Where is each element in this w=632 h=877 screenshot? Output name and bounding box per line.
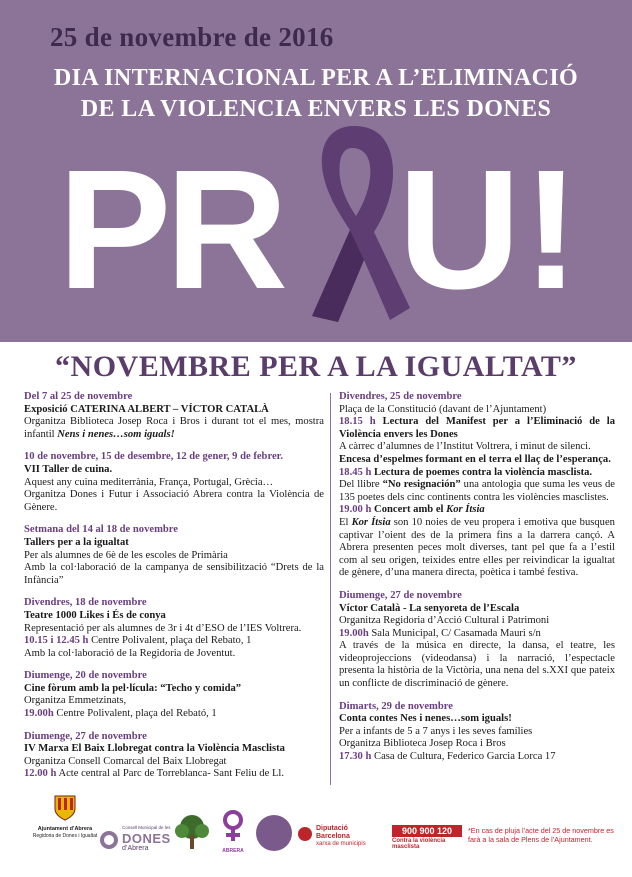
- event-date: 10 de novembre, 15 de desembre, 12 de gener, 9 de febrer.: [24, 451, 284, 463]
- diputacio-icon: [298, 827, 312, 841]
- event-collaboration: Amb la col·laboració de la campanya de sensibilització “Drets de la Infància”: [24, 562, 324, 586]
- dones-futur-logo: [216, 809, 250, 854]
- purple-ribbon-icon: [292, 120, 412, 325]
- right-column: [339, 391, 615, 774]
- association-logo: [256, 815, 292, 851]
- event-description: El Kor Ítsia son 10 noies de veu propera i emotiva que busquen captivar l’oient des de la primera fins a la darrera cançó. A Abrera presenten peces molt diverses, tant pel que fa a l’estil com al seu origen, teixides entre elles per reivindicar la igualtat de gènere, d’una manera directa, poètica i també festiva.: [339, 516, 615, 579]
- event-item: [24, 731, 324, 781]
- event-time-place: 19.00h Sala Municipal, C/ Casamada Mauri s/n: [339, 627, 541, 639]
- helpline-phone: 900 900 120: [392, 825, 462, 837]
- event-time-place: 10.15 i 12.45 h Centre Polivalent, plaça del Rebato, 1: [24, 635, 252, 647]
- event-date: Diumenge, 20 de novembre: [24, 670, 147, 682]
- event-date: Del 7 al 25 de novembre: [24, 391, 133, 402]
- event-title: IV Marxa El Baix Llobregat contra la Violència Masclista: [24, 743, 285, 755]
- event-organizer: Organitza Biblioteca Josep Roca i Bros: [339, 738, 506, 750]
- event-time-place: 17.30 h Casa de Cultura, Federico Garcia Lorca 17: [339, 751, 556, 763]
- event-place: Plaça de la Constitució (davant de l’Ajuntament): [339, 403, 547, 415]
- event-date: 25 de novembre de 2016: [50, 22, 334, 52]
- helpline-line2: masclista: [392, 844, 420, 850]
- event-date: Diumenge, 27 de novembre: [24, 730, 147, 742]
- prou-text-right: U!: [398, 135, 582, 325]
- headline-line2: DE LA VIOLENCIA ENVERS LES DONES: [80, 96, 552, 122]
- event-date: Diumenge, 27 de novembre: [339, 589, 462, 601]
- ajuntament-department: Regidoria de Dones i Igualtat: [32, 833, 98, 839]
- event-date: Setmana del 14 al 18 de novembre: [24, 524, 178, 536]
- ajuntament-name: Ajuntament d’Abrera: [37, 826, 93, 832]
- event-title: Tallers per a la igualtat: [24, 536, 129, 548]
- event-title: Cine fòrum amb la pel·lícula: “Techo y comida”: [24, 682, 242, 694]
- event-title: 19.00 h Concert amb el Kor Ítsia: [339, 504, 485, 516]
- event-description: A través de la música en directe, la dansa, el teatre, les videoprojeccions (videodansa) i la narració, l’espectacle presenta la història de la Victòria, una nena del s.XXI que pateix un conflicte de discriminació de gènere.: [339, 640, 615, 690]
- event-organizer: Organitza Emmetzinats,: [24, 695, 127, 707]
- prou-text-left: PR: [58, 135, 283, 325]
- event-item: [24, 451, 324, 514]
- helpline-logo: [392, 825, 462, 850]
- dones-big-label: DONES: [122, 831, 171, 846]
- program-subtitle: “NOVEMBRE PER A LA IGUALTAT”: [55, 350, 577, 383]
- event-item: [339, 590, 615, 691]
- diputacio-line2: Barcelona: [316, 833, 350, 840]
- diputacio-line1: Diputació: [316, 825, 348, 832]
- left-column: [24, 391, 324, 791]
- event-title: Conta contes Nes i nenes…som iguals!: [339, 713, 512, 725]
- ajuntament-logo: [30, 795, 100, 839]
- diputacio-line3: xarxa de municipis: [316, 841, 366, 847]
- event-collaboration: Amb la col·laboració de la Regidoria de Joventut.: [24, 647, 236, 659]
- event-item: [24, 391, 324, 441]
- dones-sub-label: d’Abrera: [122, 845, 149, 852]
- rain-note: *En cas de pluja l’acte del 25 de novembre es farà a la sala de Plens de l’Ajuntament.: [468, 826, 614, 844]
- female-symbol-icon: [220, 809, 246, 843]
- event-description: Representació per als alumnes de 3r i 4t d’ESO de l’IES Voltrera.: [24, 622, 302, 634]
- header-banner: [0, 0, 632, 342]
- event-organizer: Organitza Consell Comarcal del Baix Llobregat: [24, 755, 227, 767]
- event-item: [24, 670, 324, 720]
- event-title: Encesa d’espelmes formant en el terra el llaç de l’esperança.: [339, 453, 611, 465]
- event-time-place: 19.00h Centre Polivalent, plaça del Rebató, 1: [24, 708, 217, 720]
- event-title: Teatre 1000 Likes i És de conya: [24, 609, 166, 621]
- column-divider: [330, 393, 331, 785]
- event-description: A càrrec d’alumnes de l’Institut Voltrera, i minut de silenci.: [339, 441, 591, 453]
- event-description: Aquest any cuina mediterrània, França, Portugal, Grècia…: [24, 476, 274, 488]
- event-title: VII Taller de cuina.: [24, 463, 113, 475]
- event-title: 18.45 h Lectura de poemes contra la violència masclista.: [339, 466, 593, 478]
- headline-line1: DIA INTERNACIONAL PER A L’ELIMINACIÓ: [53, 65, 579, 91]
- coat-of-arms-icon: [54, 795, 76, 821]
- event-organizer: Organitza Regidoria d’Acció Cultural i Patrimoni: [339, 615, 550, 627]
- event-date: Dimarts, 29 de novembre: [339, 700, 453, 712]
- event-title: 18.15 h Lectura del Manifest per a l’Eliminació de la Violència envers les Dones: [339, 416, 615, 440]
- helpline-line1: Contra la violència: [392, 838, 446, 844]
- event-date: Divendres, 25 de novembre: [339, 391, 462, 402]
- event-item: [24, 524, 324, 587]
- dones-small-label: Consell Municipal de les: [122, 825, 171, 830]
- event-date: Divendres, 18 de novembre: [24, 597, 147, 609]
- event-title: Víctor Català - La senyoreta de l’Escala: [339, 602, 520, 614]
- abrera-label: ABRERA: [222, 848, 244, 854]
- event-item: [339, 391, 615, 580]
- event-organizer: Organitza Dones i Futur i Associació Abrera contra la Violència de Gènere.: [24, 489, 324, 513]
- event-item: [24, 597, 324, 660]
- tree-logo-icon: [172, 813, 212, 853]
- circle-icon: [100, 831, 118, 849]
- event-description: Per a infants de 5 a 7 anys i les seves famílies: [339, 725, 533, 737]
- event-title: Exposició CATERINA ALBERT – VÍCTOR CATALÀ: [24, 403, 269, 415]
- event-time-place: 12.00 h Acte central al Parc de Torreblanca- Sant Feliu de Ll.: [24, 768, 285, 780]
- event-description: Del llibre “No resignación” una antologia que suma les veus de 135 poetes dels cinc continents contra les violències masclistes.: [339, 479, 615, 503]
- event-description: Organitza Biblioteca Josep Roca i Bros i durant tot el mes, mostra infantil Nens i nenes…som iguals!: [24, 416, 324, 440]
- event-description: Per als alumnes de 6è de les escoles de Primària: [24, 549, 228, 561]
- event-item: [339, 701, 615, 764]
